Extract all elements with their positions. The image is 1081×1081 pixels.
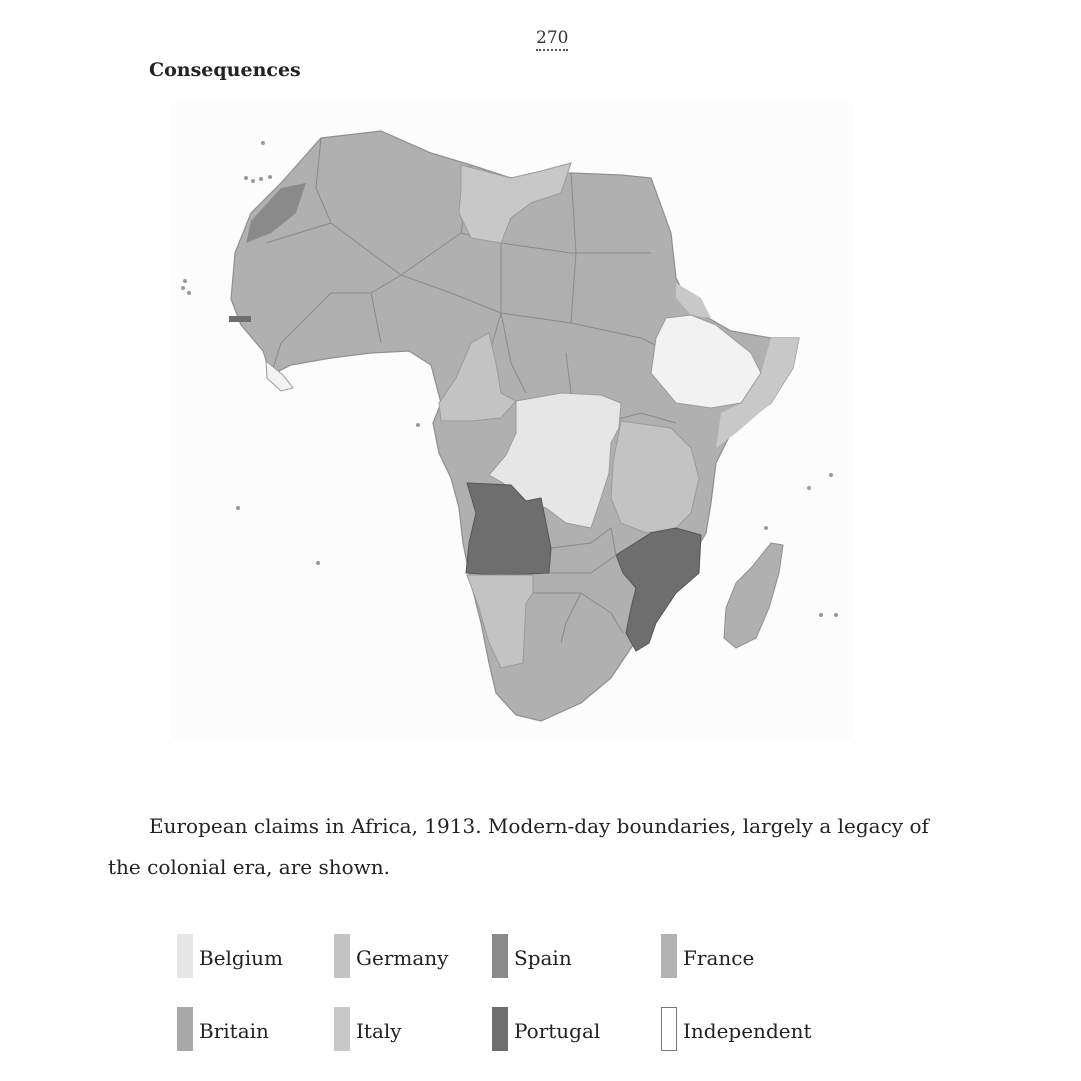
legend-label-independent: Independent (683, 1019, 812, 1043)
legend-swatch-spain (492, 934, 508, 978)
legend-swatch-belgium (177, 934, 193, 978)
german-sw-africa (467, 575, 533, 668)
legend-label-italy: Italy (356, 1019, 402, 1043)
legend-swatch-germany (334, 934, 350, 978)
legend-swatch-independent (661, 1007, 677, 1051)
africa-map (171, 103, 853, 739)
legend-swatch-italy (334, 1007, 350, 1051)
map-legend (177, 934, 877, 1054)
legend-label-germany: Germany (356, 946, 449, 970)
legend-swatch-britain (177, 1007, 193, 1051)
figure-caption: European claims in Africa, 1913. Modern-day boundaries, largely a legacy of the colonial era, are shown. (108, 814, 929, 879)
page-number: 270 (536, 28, 568, 51)
legend-label-portugal: Portugal (514, 1019, 601, 1043)
legend-swatch-portugal (492, 1007, 508, 1051)
madagascar (724, 543, 783, 648)
legend-label-france: France (683, 946, 755, 970)
legend-label-belgium: Belgium (199, 946, 283, 970)
section-heading: Consequences (149, 59, 301, 81)
legend-swatch-france (661, 934, 677, 978)
gambia-strip (229, 316, 251, 322)
legend-label-spain: Spain (514, 946, 572, 970)
legend-label-britain: Britain (199, 1019, 269, 1043)
